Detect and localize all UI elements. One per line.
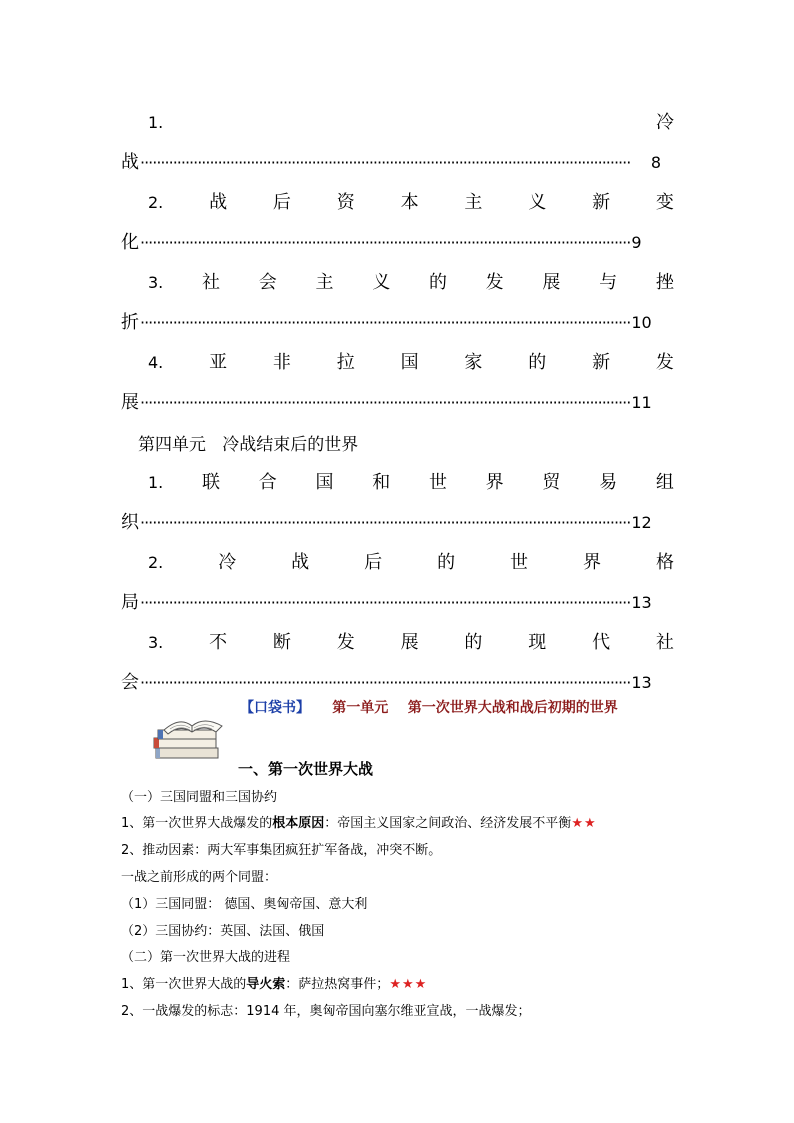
- toc-entry[interactable]: [148, 192, 674, 214]
- toc-entry-leader[interactable]: [121, 312, 652, 334]
- toc-entry-char: 的: [464, 632, 483, 653]
- toc-entry-char: 发: [485, 272, 504, 293]
- toc-entry-leader[interactable]: [121, 512, 652, 534]
- toc-entry-char: 主: [315, 272, 334, 293]
- toc-entry-char: 国: [400, 352, 419, 373]
- toc-page-number: 8: [650, 153, 661, 172]
- toc-entry-char: 战: [291, 552, 310, 573]
- toc-entry[interactable]: [148, 632, 674, 654]
- toc-entry[interactable]: [148, 552, 674, 574]
- toc-entry-tail: 展: [121, 392, 139, 413]
- toc-entry-char: 联: [202, 472, 220, 493]
- toc-entry-number: 1.: [148, 113, 164, 132]
- toc-entry-leader[interactable]: [121, 592, 652, 614]
- toc-entry-tail: 化: [121, 232, 139, 253]
- books-icon: [150, 712, 228, 764]
- toc-entry-char: 会: [258, 272, 277, 293]
- toc-entry-number: 2.: [148, 553, 164, 572]
- toc-entry-leader[interactable]: [121, 152, 661, 174]
- paragraph: 1、第一次世界大战爆发的根本原因：帝国主义国家之间政治、经济发展不平衡★★: [121, 816, 597, 831]
- leader-dots: ························································································································: [140, 393, 631, 412]
- toc-entry-char: 不: [209, 632, 228, 653]
- paragraph: 2、推动因素：两大军事集团疯狂扩军备战，冲突不断。: [121, 843, 442, 858]
- leader-dots: ························································································································: [140, 673, 631, 692]
- toc-entry-tail: 织: [121, 512, 139, 533]
- toc-entry[interactable]: [148, 272, 674, 294]
- toc-entry-char: 社: [202, 272, 220, 293]
- toc-entry-char: 展: [542, 272, 561, 293]
- toc-entry-number: 4.: [148, 353, 164, 372]
- toc-entry-char: 新: [592, 192, 611, 213]
- toc-entry[interactable]: [148, 472, 674, 494]
- toc-entry-tail: 战: [121, 152, 139, 173]
- toc-page-number: 10: [631, 313, 652, 332]
- toc-entry-char: 的: [428, 272, 447, 293]
- toc-page-number: 12: [631, 513, 652, 532]
- star-rating: ★★: [571, 816, 597, 831]
- toc-entry-char: 新: [592, 352, 611, 373]
- toc-entry-char: 冷: [656, 112, 674, 133]
- toc-entry-char: 组: [655, 472, 674, 493]
- toc-entry-char: 界: [485, 472, 504, 493]
- toc-entry-char: 义: [528, 192, 547, 213]
- leader-dots: ························································································································: [140, 153, 631, 172]
- toc-entry-char: 亚: [209, 352, 228, 373]
- toc-entry-tail: 会: [121, 672, 139, 693]
- toc-entry-number: 3.: [148, 633, 164, 652]
- leader-dots: ························································································································: [140, 313, 631, 332]
- toc-entry-char: 后: [272, 192, 291, 213]
- toc-entry-char: 变: [655, 192, 674, 213]
- pocket-book-tag: 【口袋书】: [240, 700, 310, 716]
- toc-page-number: 13: [631, 593, 652, 612]
- paragraph: 一战之前形成的两个同盟：: [121, 870, 278, 885]
- toc-entry-char: 的: [528, 352, 547, 373]
- toc-entry-char: 发: [655, 352, 674, 373]
- toc-page-number: 9: [631, 233, 642, 252]
- toc-entry-leader[interactable]: [121, 232, 642, 254]
- toc-entry-char: 界: [582, 552, 601, 573]
- toc-entry-char: 现: [528, 632, 547, 653]
- pocket-book-header: [240, 697, 618, 717]
- toc-entry-char: 家: [464, 352, 483, 373]
- toc-entry-char: 本: [400, 192, 419, 213]
- toc-entry-char: 世: [510, 552, 529, 573]
- unit-heading: 第四单元 冷战结束后的世界: [138, 435, 359, 455]
- section-title: 一、第一次世界大战: [238, 760, 374, 778]
- toc-page-number: 13: [631, 673, 652, 692]
- paragraph: （2）三国协约：英国、法国、俄国: [121, 924, 325, 939]
- toc-entry-char: 与: [599, 272, 618, 293]
- paragraph: （1）三国同盟： 德国、奥匈帝国、意大利: [121, 897, 368, 912]
- toc-entry-char: 资: [336, 192, 355, 213]
- toc-entry-char: 易: [599, 472, 618, 493]
- subsection-heading: （一）三国同盟和三国协约: [121, 790, 278, 805]
- toc-entry-char: 断: [272, 632, 291, 653]
- toc-entry-leader[interactable]: [121, 672, 652, 694]
- toc-entry-tail: 局: [121, 592, 139, 613]
- toc-entry-char: 和: [372, 472, 391, 493]
- leader-dots: ························································································································: [140, 233, 631, 252]
- toc-entry-char: 义: [372, 272, 391, 293]
- toc-entry-char: 贸: [542, 472, 561, 493]
- toc-entry-char: 冷: [218, 552, 237, 573]
- toc-entry-char: 战: [209, 192, 228, 213]
- toc-entry-char: 主: [464, 192, 483, 213]
- leader-dots: ························································································································: [140, 593, 631, 612]
- toc-entry-char: 拉: [336, 352, 355, 373]
- subsection-heading: （二）第一次世界大战的进程: [121, 950, 291, 965]
- paragraph: 2、一战爆发的标志：1914 年，奥匈帝国向塞尔维亚宣战，一战爆发；: [121, 1004, 531, 1019]
- toc-entry[interactable]: [148, 352, 674, 374]
- toc-entry-char: 发: [336, 632, 355, 653]
- toc-entry-char: 非: [272, 352, 291, 373]
- toc-entry-char: 合: [258, 472, 277, 493]
- toc-entry-tail: 折: [121, 312, 139, 333]
- paragraph: 1、第一次世界大战的导火索：萨拉热窝事件；★★★: [121, 977, 428, 992]
- toc-entry-char: 世: [428, 472, 447, 493]
- toc-page-number: 11: [631, 393, 652, 412]
- toc-entry-number: 1.: [148, 473, 164, 492]
- pocket-book-unit-title: 第一单元 第一次世界大战和战后初期的世界: [332, 700, 618, 716]
- toc-entry-number: 2.: [148, 193, 164, 212]
- toc-entry-char: 社: [655, 632, 674, 653]
- toc-entry-char: 后: [364, 552, 383, 573]
- toc-entry-number: 3.: [148, 273, 164, 292]
- toc-entry-char: 格: [655, 552, 674, 573]
- toc-entry-leader[interactable]: [121, 392, 652, 414]
- toc-entry-char: 的: [437, 552, 456, 573]
- toc-entry-char: 挫: [655, 272, 674, 293]
- toc-entry-char: 代: [592, 632, 611, 653]
- star-rating: ★★★: [389, 977, 428, 992]
- leader-dots: ························································································································: [140, 513, 631, 532]
- toc-entry-char: 国: [315, 472, 334, 493]
- toc-entry-char: 展: [400, 632, 419, 653]
- toc-entry[interactable]: [148, 112, 674, 134]
